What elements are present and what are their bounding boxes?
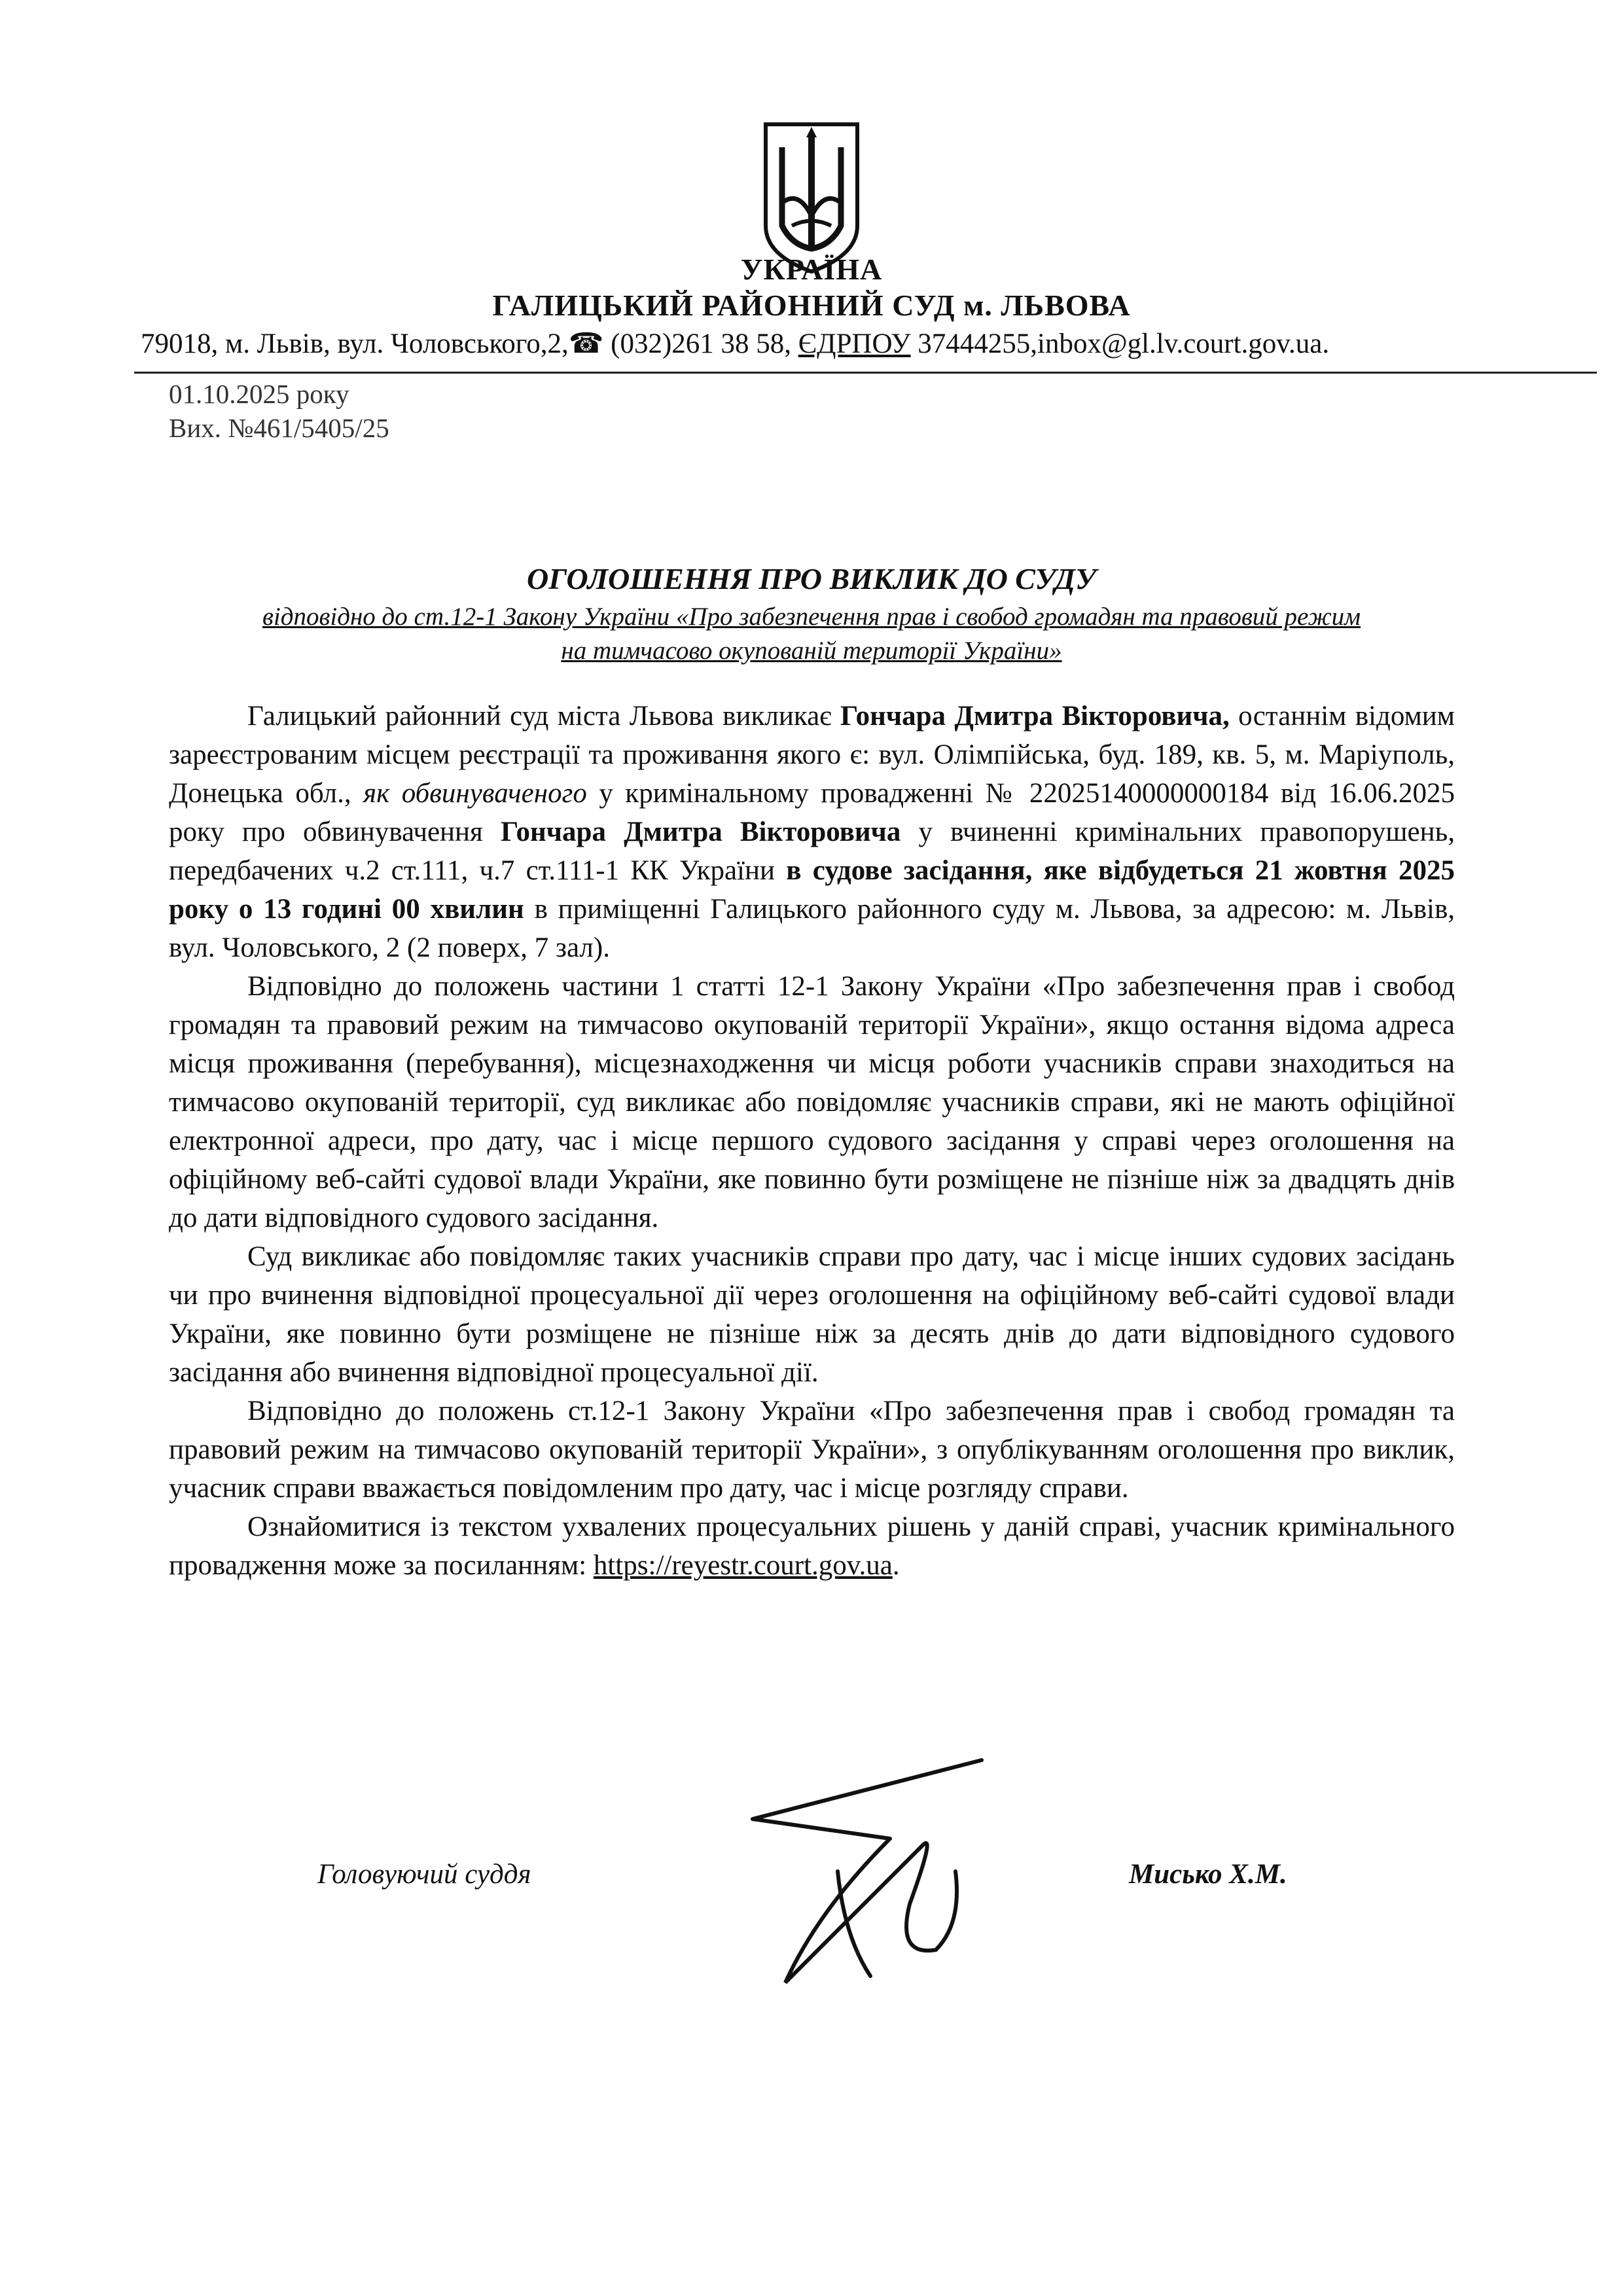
accused-name-repeat: Гончара Дмитра Вікторовича xyxy=(500,817,901,847)
hearing-lead: в судове засідання, яке відбудеться xyxy=(786,855,1255,886)
notice-title: ОГОЛОШЕННЯ ПРО ВИКЛИК ДО СУДУ xyxy=(527,562,1096,595)
notice-subtitle-line2: на тимчасово окупованій території України» xyxy=(561,637,1062,665)
header-divider xyxy=(134,372,1597,374)
signature-icon xyxy=(740,1740,1014,2002)
country-heading: УКРАЇНА xyxy=(740,253,883,286)
outgoing-number: Вих. №461/5405/25 xyxy=(169,413,389,443)
paragraph-registry-link xyxy=(169,1508,1455,1585)
phone-number: (032)261 38 58, xyxy=(603,328,798,359)
document-date: 01.10.2025 року xyxy=(169,379,349,409)
text: останнім відомим зареєстрованим місцем реєстрації та проживання якого є: вул. Олімпійська, буд. 189, кв. 5, м. Маріуполь, Донецька обл., xyxy=(169,701,1455,809)
address-text: 79018, м. Львів, вул. Чоловського,2, xyxy=(141,328,569,359)
paragraph-summons xyxy=(169,697,1455,967)
accused-name: Гончара Дмитра Вікторовича, xyxy=(840,701,1230,732)
notice-subtitle-line1: відповідно до ст.12-1 Закону України «Про забезпечення прав і свобод громадян та правовий режим xyxy=(262,603,1361,631)
edrpou-label: ЄДРПОУ xyxy=(798,328,911,359)
paragraph-law-first-hearing: Відповідно до положень частини 1 статті 12-1 Закону України «Про забезпечення прав і свобод громадян та правовий режим на тимчасово окупованій території України», якщо остання відома адреса місця проживання (перебування), місцезнаходження чи місця роботи учасників справи знаходиться на тимчасово окупованій території, суд викликає або повідомляє учасників справи, які не мають офіційної електронної адреси, про дату, час і місце першого судового засідання у справі через оголошення на офіційному веб-сайті судової влади України, яке повинно бути розміщене не пізніше ніж за двадцять днів до дати відповідного судового засідання. xyxy=(169,971,1455,1233)
court-address xyxy=(141,327,1329,360)
registry-link[interactable]: https://reyestr.court.gov.ua xyxy=(593,1550,893,1581)
coat-of-arms-icon xyxy=(753,118,870,275)
judge-name: Мисько Х.М. xyxy=(1129,1859,1287,1890)
text: Ознайомитися із текстом ухвалених процесуальних рішень у даній справі, учасник кримінального провадження може за посиланням: xyxy=(169,1511,1455,1581)
hearing-datetime: 21 жовтня 2025 року о 13 годині 00 хвилин xyxy=(169,855,1455,925)
text: . xyxy=(892,1550,900,1581)
edrpou-email: 37444255,inbox@gl.lv.court.gov.ua. xyxy=(910,328,1330,359)
paragraph-other-hearings: Суд викликає або повідомляє таких учасників справи про дату, час і місце інших судових засідань чи про вчинення відповідної процесуальної дії через оголошення на офіційному веб-сайті судової влади України, яке повинно бути розміщене не пізніше ніж за десять днів до дати відповідного судового засідання або вчинення відповідної процесуальної дії. xyxy=(169,1241,1455,1388)
paragraph-notified: Відповідно до положень ст.12-1 Закону України «Про забезпечення прав і свобод громадян та правовий режим на тимчасово окупованій території України», з опублікуванням оголошення про виклик, учасник справи вважається повідомленим про дату, час і місце розгляду справи. xyxy=(169,1396,1455,1504)
text: в приміщенні Галицького районного суду м. Львова, за адресою: м. Львів, вул. Чоловського, 2 (2 поверх, 7 зал). xyxy=(169,894,1455,963)
notice-body xyxy=(169,697,1455,1585)
signature-title: Головуючий суддя xyxy=(317,1859,531,1890)
text: Галицький районний суд міста Львова викликає xyxy=(247,701,841,732)
phone-icon: ☎ xyxy=(568,328,604,359)
text: у вчиненні кримінальних правопорушень, передбачених ч.2 ст.111, ч.7 ст.111-1 КК України xyxy=(169,817,1455,886)
accused-role: як обвинуваченого xyxy=(363,778,587,809)
text: у кримінальному провадженні № 22025140000000184 від 16.06.2025 року про обвинувачення xyxy=(169,778,1455,847)
court-heading: ГАЛИЦЬКИЙ РАЙОННИЙ СУД м. ЛЬВОВА xyxy=(492,289,1131,322)
